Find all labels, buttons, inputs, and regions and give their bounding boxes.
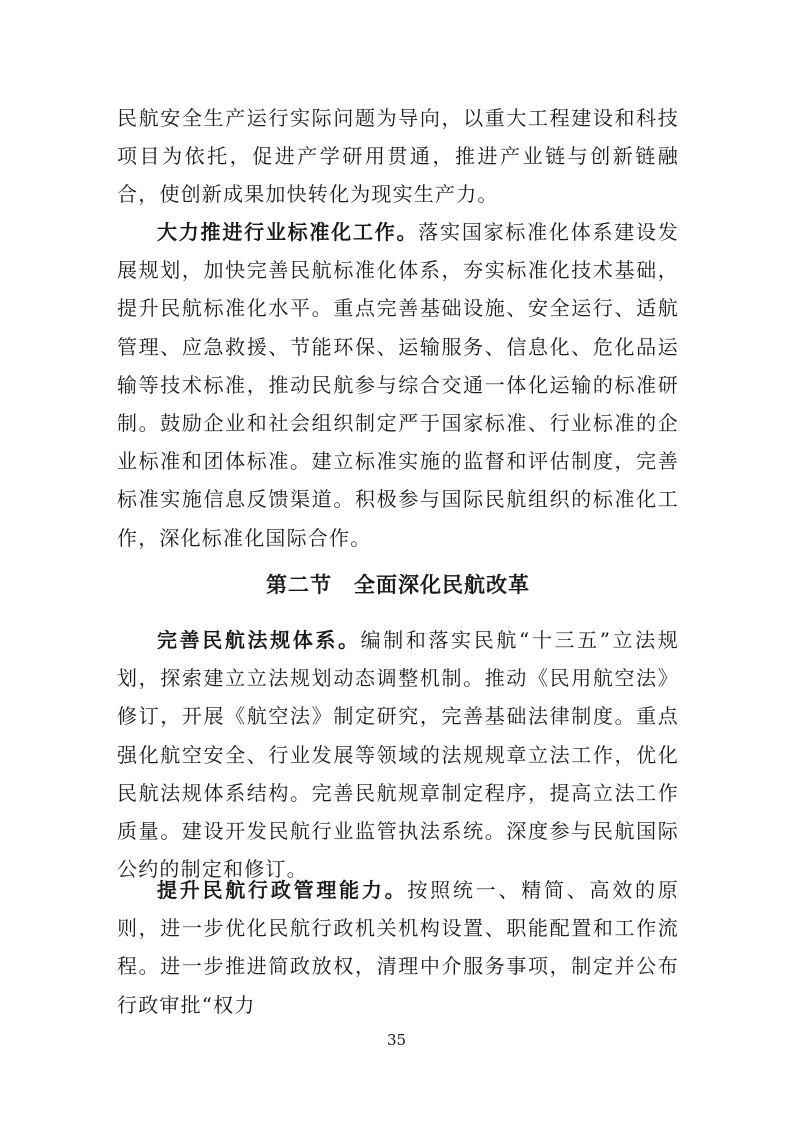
paragraph-continuation xyxy=(117,99,679,214)
paragraph-legal-system xyxy=(117,621,679,888)
paragraph-administration xyxy=(117,871,679,1024)
paragraph-text: 民航安全生产运行实际问题为导向，以重大工程建设和科技项目为依托，促进产学研用贯通，推进产业链与创新链融合，使创新成果加快转化为现实生产力。 xyxy=(117,106,679,207)
section-title: 第二节 全面深化民航改革 xyxy=(266,572,530,597)
paragraph-text: 落实国家标准化体系建设发展规划，加快完善民航标准化体系，夯实标准化技术基础，提升民航标准化水平。重点完善基础设施、安全运行、适航管理、应急救援、节能环保、运输服务、信息化、危化品运输等技术标准，推动民航参与综合交通一体化运输的标准研制。鼓励企业和社会组织制定严于国家标准、行业标准的企业标准和团体标准。建立标准实施的监督和评估制度，完善标准实施信息反馈渠道。积极参与国际民航组织的标准化工作，深化标准化国际合作。 xyxy=(117,220,679,550)
paragraph-heading: 完善民航法规体系。 xyxy=(157,628,361,652)
paragraph-heading: 大力推进行业标准化工作。 xyxy=(157,220,419,244)
page-number: 35 xyxy=(386,1031,407,1049)
paragraph-text: 编制和落实民航“十三五”立法规划，探索建立立法规划动态调整机制。推动《民用航空法》修订，开展《航空法》制定研究，完善基础法律制度。重点强化航空安全、行业发展等领域的法规规章立法工作，优化民航法规体系结构。完善民航规章制定程序，提高立法工作质量。建设开发民航行业监管执法系统。深度参与民航国际公约的制定和修订。 xyxy=(117,628,679,882)
paragraph-heading: 提升民航行政管理能力。 xyxy=(157,878,408,902)
paragraph-text: 按照统一、精简、高效的原则，进一步优化民航行政机关机构设置、职能配置和工作流程。进一步推进简政放权，清理中介服务事项，制定并公布行政审批“权力 xyxy=(117,878,680,1017)
paragraph-standardization xyxy=(117,213,679,557)
